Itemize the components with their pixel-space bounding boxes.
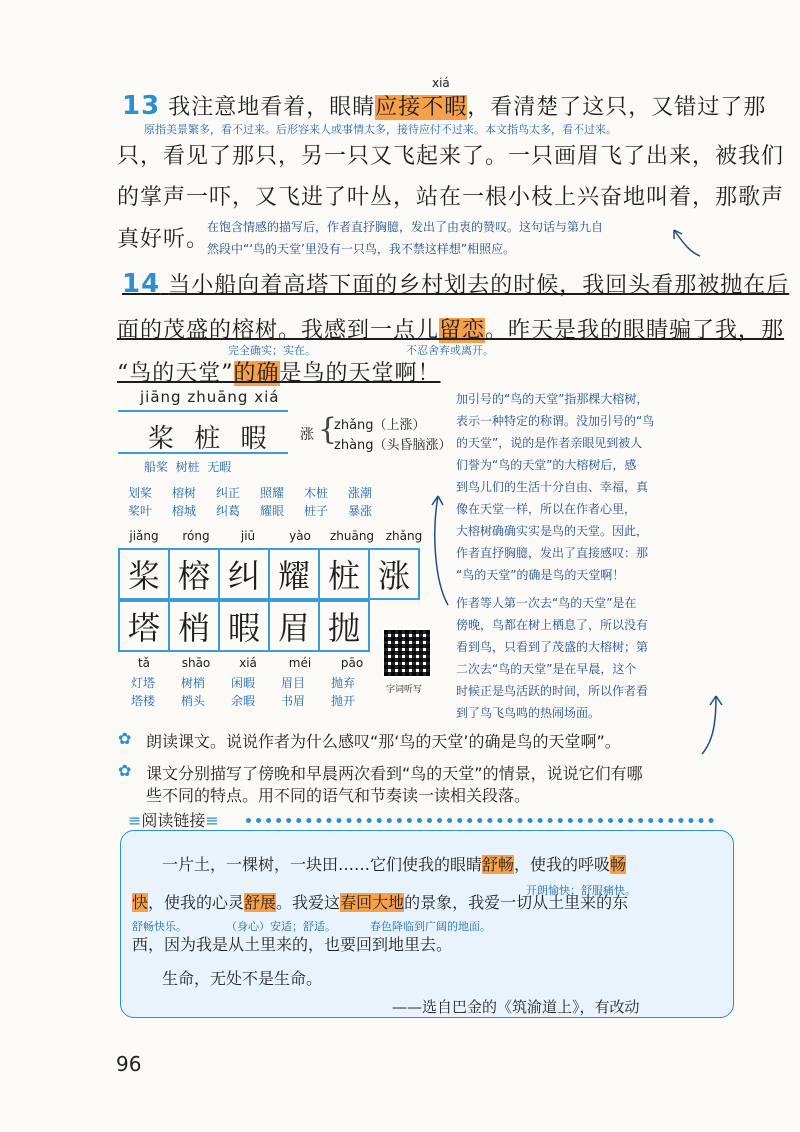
word-note: 舒畅快乐。: [132, 920, 187, 933]
handwritten-note: 作者等人第一次去“鸟的天堂”是在 傍晚，鸟都在树上栖息了，所以没有 看到鸟，只看到了茂盛的大榕树；第 二次去“鸟的天堂”是在早晨，这个 时候正是鸟活跃的时间，所以作者看 到了鸟飞鸟鸣的热闹场面。: [456, 596, 649, 720]
char-grid-row1: 桨 榕 纠 耀 桩 涨: [118, 548, 420, 600]
flower-bullet-icon: ✿: [118, 729, 132, 748]
polyphone-reading: zhàng（头昏脑涨）: [334, 438, 452, 453]
read-chars: 桨 桩 暇: [148, 424, 273, 454]
arrow-icon: [694, 690, 734, 760]
char-grid-row2: 塔 梢 暇 眉 抛: [118, 600, 370, 652]
divider: [118, 452, 288, 454]
word-note: 不忍舍弃或离开。: [406, 344, 494, 357]
highlight-word: 的确: [233, 361, 280, 386]
reading-link-line4: 生命，无处不是生命。: [162, 969, 323, 988]
paragraph-13-line2: 只，看见了那只，另一只又飞起来了。一只画眉飞了出来，被我们: [117, 144, 785, 169]
highlight-word: 应接不暇: [375, 95, 468, 120]
paragraph-number: 13: [122, 91, 161, 121]
words-bottom: 灯塔 树梢 闲暇 眉目 抛弃 塔楼 梢头 余暇 书眉 抛开: [130, 676, 355, 708]
qr-label: 字词听写: [386, 685, 423, 695]
brace: {: [318, 412, 338, 447]
word-note: 完全确实；实在。: [228, 344, 316, 357]
paragraph-13-line1: 13 我注意地看着，眼睛应接不暇，看清楚了这只，又错过了那: [122, 91, 767, 121]
word-note: 开朗愉快；舒服痛快。: [526, 884, 636, 897]
grid-pinyin-bottom: tǎ shāo xiá méi pāo: [137, 656, 364, 670]
page-number: 96: [116, 1052, 142, 1076]
word-note: 原指美景繁多，看不过来。后形容来人或事情太多，接待应付不过来。本文指鸟太多，看不过来。: [144, 123, 617, 136]
polyphone-reading: zhǎng（上涨）: [334, 418, 426, 433]
flower-bullet-icon: ✿: [118, 761, 132, 780]
highlight-word: 留恋: [439, 318, 486, 343]
paragraph-14-line3: “鸟的天堂”的确是鸟的天堂啊！: [117, 361, 441, 386]
reading-link-line2: 快，使我的心灵舒展。我爱这春回大地的景象，我爱一切从土里来的东: [132, 893, 629, 912]
grid-pinyin-top: jiǎng róng jiū yào zhuāng zhǎng: [129, 529, 423, 543]
reading-link-title: ≡阅读链接≡: [128, 811, 219, 830]
qr-code-icon[interactable]: [382, 628, 432, 678]
words-top: 划桨 榕树 纠正 照耀 木桩 涨潮 桨叶 榕城 纠葛 耀眼 桩子 暴涨: [127, 486, 372, 518]
paragraph-number: 14: [122, 269, 161, 299]
reading-link-line1: 一片土，一棵树，一块田……它们使我的眼睛舒畅，使我的呼吸畅: [162, 855, 627, 874]
question-1: 朗读课文。说说作者为什么感叹“那‘鸟的天堂’的确是鸟的天堂啊”。: [146, 732, 621, 751]
polyphone-char: 涨: [300, 427, 314, 443]
pinyin-annotation: xiá: [432, 76, 450, 90]
paragraph-13-line4: 真好听。: [117, 227, 210, 252]
arrow-icon: [660, 222, 710, 262]
divider: [118, 410, 288, 412]
reading-link-source: ——选自巴金的《筑渝道上》，有改动: [392, 998, 640, 1016]
handwritten-note: 在饱含情感的描写后，作者直抒胸臆，发出了由衷的赞叹。这句话与第九自: [207, 220, 604, 234]
handwritten-note: 加引号的“鸟的天堂”指那棵大榕树， 表示一种特定的称谓。没加引号的“鸟 的天堂”，说的是作者亲眼见到被人 们誉为“鸟的天堂”的大榕树后，感 到鸟儿们的生活十分自由、幸福，真 像在天堂一样，所以在作者心里， 大榕树确确实实是鸟的天堂。因此， 作者直抒胸臆，发出了直接感叹：那 “鸟的天堂”的确是鸟的天堂啊！: [456, 392, 655, 582]
word-note: （身心）安适；舒适。: [226, 920, 336, 933]
arrow-icon: [426, 490, 456, 610]
paragraph-13-line3: 的掌声一吓，又飞进了叶丛，站在一根小枝上兴奋地叫着，那歌声: [117, 185, 785, 210]
question-2: 课文分别描写了傍晚和早晨两次看到“鸟的天堂”的情景，说说它们有哪: [146, 764, 643, 783]
divider: [246, 818, 714, 823]
read-chars-pinyin: jiāng zhuāng xiá: [140, 388, 280, 406]
question-2-cont: 些不同的特点。用不同的语气和节奏读一读相关段落。: [146, 786, 531, 805]
reading-link-line3: 西，因为我是从土里来的，也要回到地里去。: [132, 935, 453, 954]
read-chars-words: 船桨 树桩 无暇: [144, 460, 232, 474]
paragraph-14-line2: 面的茂盛的榕树。我感到一点儿留恋。昨天是我的眼睛骗了我，那: [117, 318, 785, 343]
paragraph-14-line1: 14 当小船向着高塔下面的乡村划去的时候，我回头看那被抛在后: [122, 269, 790, 299]
word-note: 春色降临到广阔的地面。: [370, 920, 491, 933]
handwritten-note: 然段中“‘鸟的天堂’里没有一只鸟，我不禁这样想”相照应。: [207, 242, 516, 256]
